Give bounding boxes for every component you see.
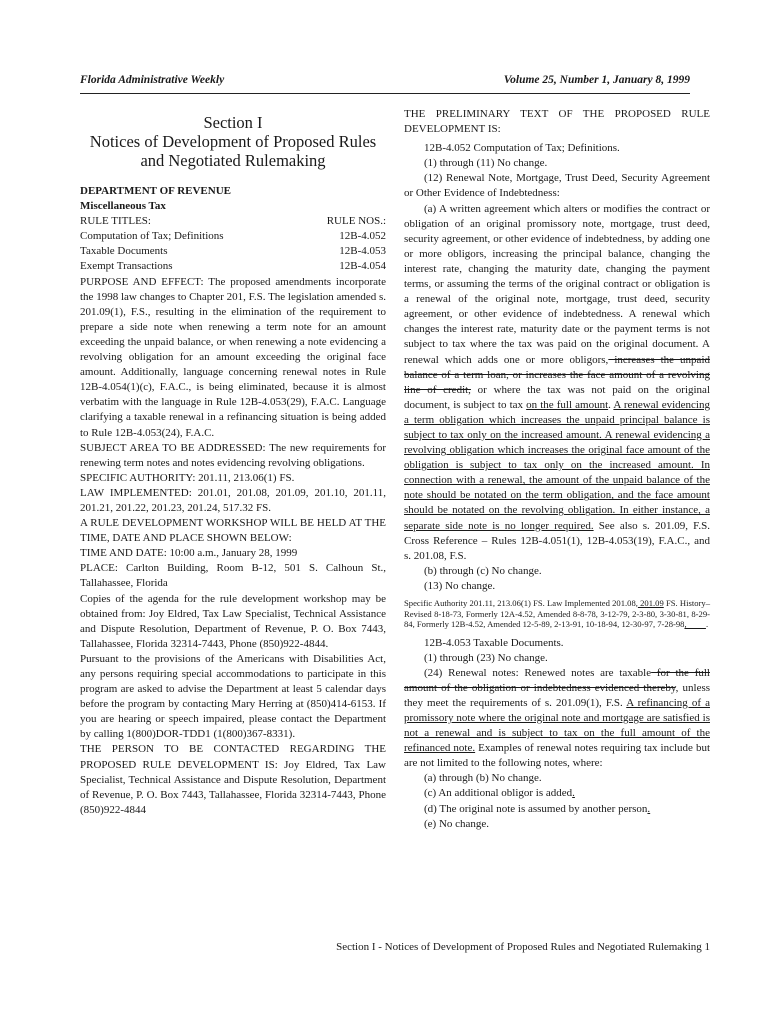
rule-paragraph: (1) through (11) No change. (424, 157, 548, 170)
rule-paragraph-renewal (404, 202, 710, 564)
workshop-notice: A RULE DEVELOPMENT WORKSHOP WILL BE HELD AT THE TIME, DATE AND PLACE SHOWN BELOW: (80, 517, 386, 545)
inserted-text: , (447, 398, 451, 411)
rule-row (80, 244, 386, 259)
inserted-text: 201.09 (637, 598, 664, 608)
publication-title: Florida Administrative Weekly (80, 74, 225, 86)
law-implemented: LAW IMPLEMENTED: 201.01, 201.08, 201.09, 201.10, 201.11, 201.21, 201.22, 201.23, 201.24, 517.32 FS. (80, 486, 386, 514)
rule-title: Taxable Documents (80, 245, 168, 258)
inserted-text: . (572, 787, 575, 800)
rule-number: 12B-4.052 (339, 230, 386, 243)
rule-paragraph: (e) No change. (424, 817, 490, 830)
plain-text: (c) An additional obligor is added (424, 787, 573, 800)
division-heading: Miscellaneous Tax (80, 200, 166, 213)
section-title (80, 113, 386, 170)
rule-paragraph: (13) No change. (424, 579, 496, 592)
subject-area: SUBJECT AREA TO BE ADDRESSED: The new requirements for renewing term notes and notes evidencing revolving obligations. (80, 441, 386, 469)
header-rule (80, 93, 690, 94)
plain-text: is subject to tax (450, 398, 527, 411)
inserted-text: , (684, 619, 706, 629)
plain-text: , unless they meet the requirements of s. 201.09(1), F.S. (404, 681, 711, 709)
rule-paragraph: (a) through (b) No change. (424, 772, 542, 785)
rule-heading: 12B-4.053 Taxable Documents. (424, 636, 564, 649)
agenda-copies: Copies of the agenda for the rule development workshop may be obtained from: Joy Eldred, Tax Law Specialist, Technical Assistance and Dispute Resolution, Department of Revenue, P. O. Box 7443, Tallahassee, Florida 32314-7443, Phone (850)922-4844. (80, 592, 386, 650)
plain-text: Specific Authority 201.11, 213.06(1) FS. Law Implemented 201.08, (404, 598, 638, 608)
plain-text: (a) A written agreement which alters or modifies the contract or obligation of an original promissory note, mortgage, trust deed, security agreement, or other evidence of indebtedness, by adding one or more obligors, increasing the principal balance, changing the interest rate, changing the maturity date, changing the payment terms, or assuming the terms of the original contract or obligation is a renewal of the original note, mortgage, trust deed, security agreement, or other evidence of indebtedness. A renewal which changes the interest rate, maturity date or the payment terms is not subject to tax where the tax was paid on the original document. A renewal which adds one or more obligors, (404, 202, 710, 366)
rule-titles-header (80, 214, 386, 229)
section-title-line3: and Negotiated Rulemaking (140, 151, 326, 170)
section-title-line2: Notices of Development of Proposed Rules (89, 132, 377, 151)
department-heading: DEPARTMENT OF REVENUE (80, 185, 231, 197)
left-column (80, 107, 386, 818)
inserted-text: A renewal evidencing a term obligation which increases the unpaid principal balance is subject to tax only on the increased amount. A renewal evidencing a revolving obligation which increases the original face amount of the obligation is subject to tax only on the increased amount. In connection with a renewal, the amount of the unpaid balance of the note should be notated on the term obligation, and the face amount should be notated on the revolving obligation. In either instance, a separate side note is no longer required. (404, 398, 710, 532)
rule-paragraph-renewal-notes (404, 666, 710, 772)
plain-text: (d) The original note is assumed by another person (424, 802, 648, 815)
plain-text: . (705, 619, 709, 629)
ada-notice: Pursuant to the provisions of the Americans with Disabilities Act, any persons requiring special accommodations to participate in this program are asked to advise the Department at least 5 calendar days before the program by contacting Mary Herring at (850)414-6153. If you are hearing or speech impaired, please contact the Department by calling 1(800)DOR-TDD1 (1(800)367-8331). (80, 652, 386, 741)
rule-row (80, 259, 386, 274)
purpose-and-effect: PURPOSE AND EFFECT: The proposed amendments incorporate the 1998 law changes to Chapter 201, F.S. The legislation amended s. 201.09(1), F.S., resulting in the elimination of the requirement to prepare a side note when renewing a term note for an amount exceeding the unpaid balance, or when renewing a note evidencing a revolving obligation for an amount exceeding the original face amount. Additionally, language concerning renewal notes in Rule 12B-4.054(1)(c), F.A.C., is being eliminated, because it is almost verbatim with the language in Rule 12B-4.053(29), F.A.C. Language clarifying a taxable renewal in a refinancing situation is being added to Rule 12B-4.053(24), F.A.C. (80, 275, 386, 439)
specific-authority: SPECIFIC AUTHORITY: 201.11, 213.06(1) FS. (80, 471, 295, 484)
plain-text: FS. History–Revised 8-18-73, Formerly 12A-4.52, Amended 8-8-78, 3-12-79, 2-3-80, 3-30-81, 8-29-84, Formerly 12B-4.52, Amended 12-5-89, 2-13-91, 10-18-94, 12-30-97, 7-28-98 (404, 598, 710, 629)
section-title-line1: Section I (203, 113, 263, 132)
inserted-text: on the full amount (526, 398, 609, 411)
plain-text: or where the tax was not paid on the original document (404, 383, 710, 411)
inserted-text: . (647, 802, 651, 815)
plain-text: . (608, 398, 614, 411)
deleted-text: increases the unpaid balance of a term loan, or increases the face amount of a revolving line of credit, (404, 353, 710, 396)
plain-text: (24) Renewal notes: Renewed notes are taxable (424, 666, 652, 679)
rule-paragraph (404, 786, 710, 801)
rule-titles-label: RULE TITLES: (80, 215, 151, 228)
time-and-date: TIME AND DATE: 10:00 a.m., January 28, 1999 (80, 547, 298, 560)
page-footer: Section I - Notices of Development of Proposed Rules and Negotiated Rulemaking 1 (336, 941, 710, 953)
rule-heading: 12B-4.052 Computation of Tax; Definitions. (424, 142, 620, 155)
rule-history (404, 598, 710, 630)
issue-info: Volume 25, Number 1, January 8, 1999 (503, 74, 690, 86)
rule-paragraph: (b) through (c) No change. (424, 564, 542, 577)
plain-text: Examples of renewal notes requiring tax include but are not limited to the following notes, where: (404, 742, 710, 770)
rule-row (80, 229, 386, 244)
rule-paragraph: (1) through (23) No change. (424, 651, 548, 664)
right-column (404, 107, 710, 832)
rule-title: Computation of Tax; Definitions (80, 230, 224, 243)
inserted-text: A refinancing of a promissory note where the original note and mortgage are satisfied is not a renewal and is subject to tax on the full amount of the refinanced note. (404, 696, 710, 755)
rule-paragraph: (12) Renewal Note, Mortgage, Trust Deed, Security Agreement or Other Evidence of Indebtedness: (404, 172, 710, 200)
running-header (80, 74, 690, 90)
rule-number: 12B-4.054 (339, 260, 386, 273)
rule-paragraph (404, 802, 710, 817)
workshop-place: PLACE: Carlton Building, Room B-12, 501 S. Calhoun St., Tallahassee, Florida (80, 562, 386, 590)
plain-text: See also s. 201.09, F.S. Cross Reference – Rules 12B-4.051(1), 12B-4.053(19), F.A.C., and s. 201.08, F.S. (404, 519, 710, 562)
deleted-text: for the full amount of the obligation or indebtedness evidenced thereby (404, 666, 710, 694)
rule-number: 12B-4.053 (339, 245, 386, 258)
rule-title: Exempt Transactions (80, 260, 173, 273)
contact-person: THE PERSON TO BE CONTACTED REGARDING THE PROPOSED RULE DEVELOPMENT IS: Joy Eldred, Tax Law Specialist, Technical Assistance and Dispute Resolution, Department of Revenue, P. O. Box 7443, Tallahassee, Florida 32314-7443, Phone (850)922-4844 (80, 743, 386, 816)
preliminary-text-intro: THE PRELIMINARY TEXT OF THE PROPOSED RULE DEVELOPMENT IS: (404, 108, 710, 136)
rule-nos-label: RULE NOS.: (326, 215, 386, 228)
